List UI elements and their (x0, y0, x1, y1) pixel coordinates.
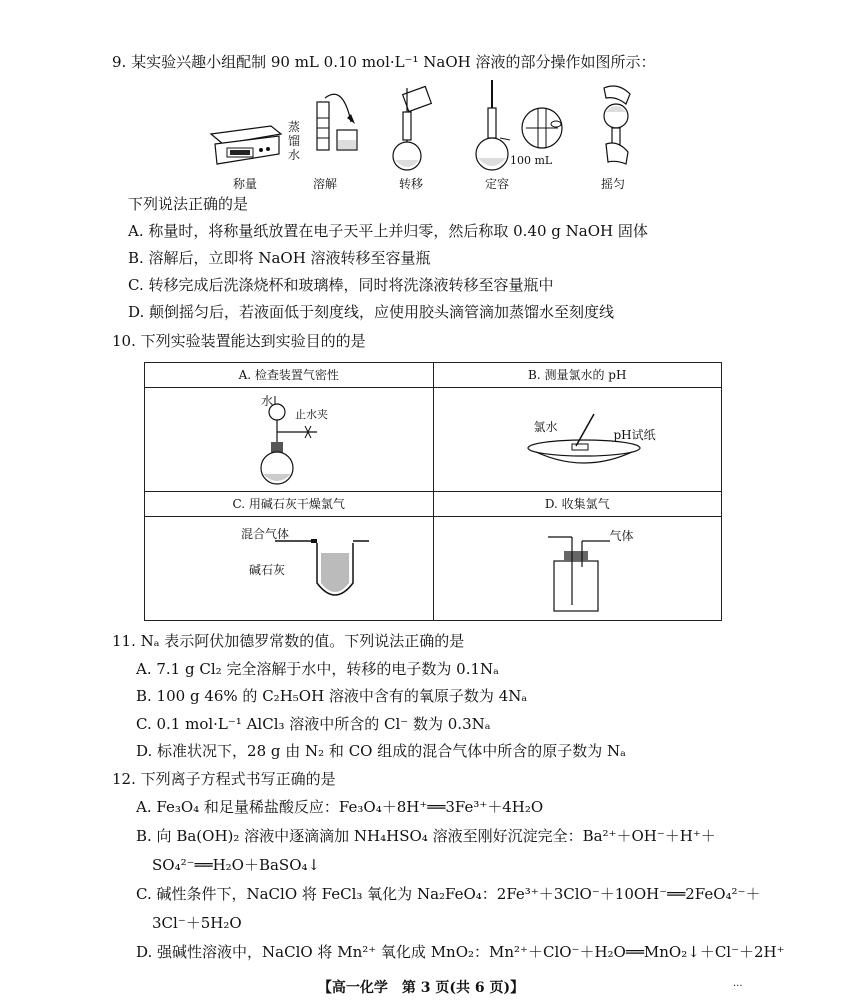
q12-stem: 12. 下列离子方程式书写正确的是 (112, 770, 336, 788)
mixed-gas-label: 混合气体 (241, 527, 290, 541)
q12-option-b: B. 向 Ba(OH)₂ 溶液中逐滴滴加 NH₄HSO₄ 溶液至刚好沉淀完全：Ba²⁺＋OH⁻＋H⁺＋ (136, 827, 716, 845)
q11-option-b: B. 100 g 46% 的 C₂H₅OH 溶液中含有的氧原子数为 4Nₐ (136, 687, 528, 705)
q9-stem: 9. 某实验兴趣小组配制 90 mL 0.10 mol·L⁻¹ NaOH 溶液的部分操作如图所示： (112, 53, 656, 71)
q11-option-a: A. 7.1 g Cl₂ 完全溶解于水中，转移的电子数为 0.1Nₐ (136, 660, 499, 678)
page-footer: 【高一化学 第 3 页(共 6 页)】 (317, 980, 525, 996)
chlorine-water-label: 氯水 (533, 420, 558, 434)
clamp-label: 止水夹 (295, 408, 328, 421)
cell-c-title: C. 用碱石灰干燥氯气 (145, 492, 434, 517)
gas-label: 气体 (609, 529, 634, 543)
soda-lime-label: 碱石灰 (249, 563, 286, 577)
corner-mark: ... (733, 978, 743, 989)
q9-option-b: B. 溶解后，立即将 NaOH 溶液转移至容量瓶 (128, 249, 431, 267)
q12-option-c-cont: 3Cl⁻＋5H₂O (152, 914, 242, 932)
cell-d (433, 517, 722, 621)
cell-b-title: B. 测量氯水的 pH (433, 363, 722, 388)
q11-stem: 11. Nₐ 表示阿伏加德罗常数的值。下列说法正确的是 (112, 632, 465, 650)
water-label: 水 (261, 394, 274, 408)
q12-option-d: D. 强碱性溶液中，NaClO 将 Mn²⁺ 氧化成 MnO₂：Mn²⁺＋ClO⁻＋H₂O══MnO₂↓＋Cl⁻＋2H⁺ (136, 943, 785, 961)
q11-option-c: C. 0.1 mol·L⁻¹ AlCl₃ 溶液中所含的 Cl⁻ 数为 0.3Nₐ (136, 715, 491, 733)
cell-b (433, 388, 722, 492)
transfer-figure (385, 82, 435, 178)
cell-a-title: A. 检查装置气密性 (145, 363, 434, 388)
cell-c (145, 517, 434, 621)
q9-option-d: D. 颠倒摇匀后，若液面低于刻度线，应使用胶头滴管滴加蒸馏水至刻度线 (128, 303, 615, 321)
shake-figure (592, 82, 642, 178)
q10-stem: 10. 下列实验装置能达到实验目的的是 (112, 332, 366, 350)
q12-option-a: A. Fe₃O₄ 和足量稀盐酸反应：Fe₃O₄＋8H⁺══3Fe³⁺＋4H₂O (136, 798, 544, 816)
balance-figure (205, 120, 285, 172)
caption-shake: 摇匀 (600, 177, 625, 191)
q9-lead: 下列说法正确的是 (128, 195, 249, 213)
caption-dissolve: 溶解 (312, 177, 337, 191)
caption-fix-volume: 定容 (484, 177, 509, 191)
volume-mark-label: 100 mL (510, 154, 553, 167)
q12-option-b-cont: SO₄²⁻══H₂O＋BaSO₄↓ (152, 856, 321, 874)
q12-option-c: C. 碱性条件下，NaClO 将 FeCl₃ 氧化为 Na₂FeO₄：2Fe³⁺＋3ClO⁻＋10OH⁻══2FeO₄²⁻＋ (136, 885, 761, 903)
cell-a (145, 388, 434, 492)
caption-transfer: 转移 (398, 177, 423, 191)
ph-paper-label: pH试纸 (613, 428, 656, 442)
caption-weigh: 称量 (232, 177, 257, 191)
q9-option-a: A. 称量时，将称量纸放置在电子天平上并归零，然后称取 0.40 g NaOH 固体 (128, 222, 648, 240)
q11-option-d: D. 标准状况下，28 g 由 N₂ 和 CO 组成的混合气体中所含的原子数为 Nₐ (136, 742, 626, 760)
cell-d-title: D. 收集氯气 (433, 492, 722, 517)
q10-apparatus-table (144, 362, 722, 621)
q9-option-c: C. 转移完成后洗涤烧杯和玻璃棒，同时将洗涤液转移至容量瓶中 (128, 276, 554, 294)
distilled-water-label: 蒸馏水 (288, 120, 301, 162)
